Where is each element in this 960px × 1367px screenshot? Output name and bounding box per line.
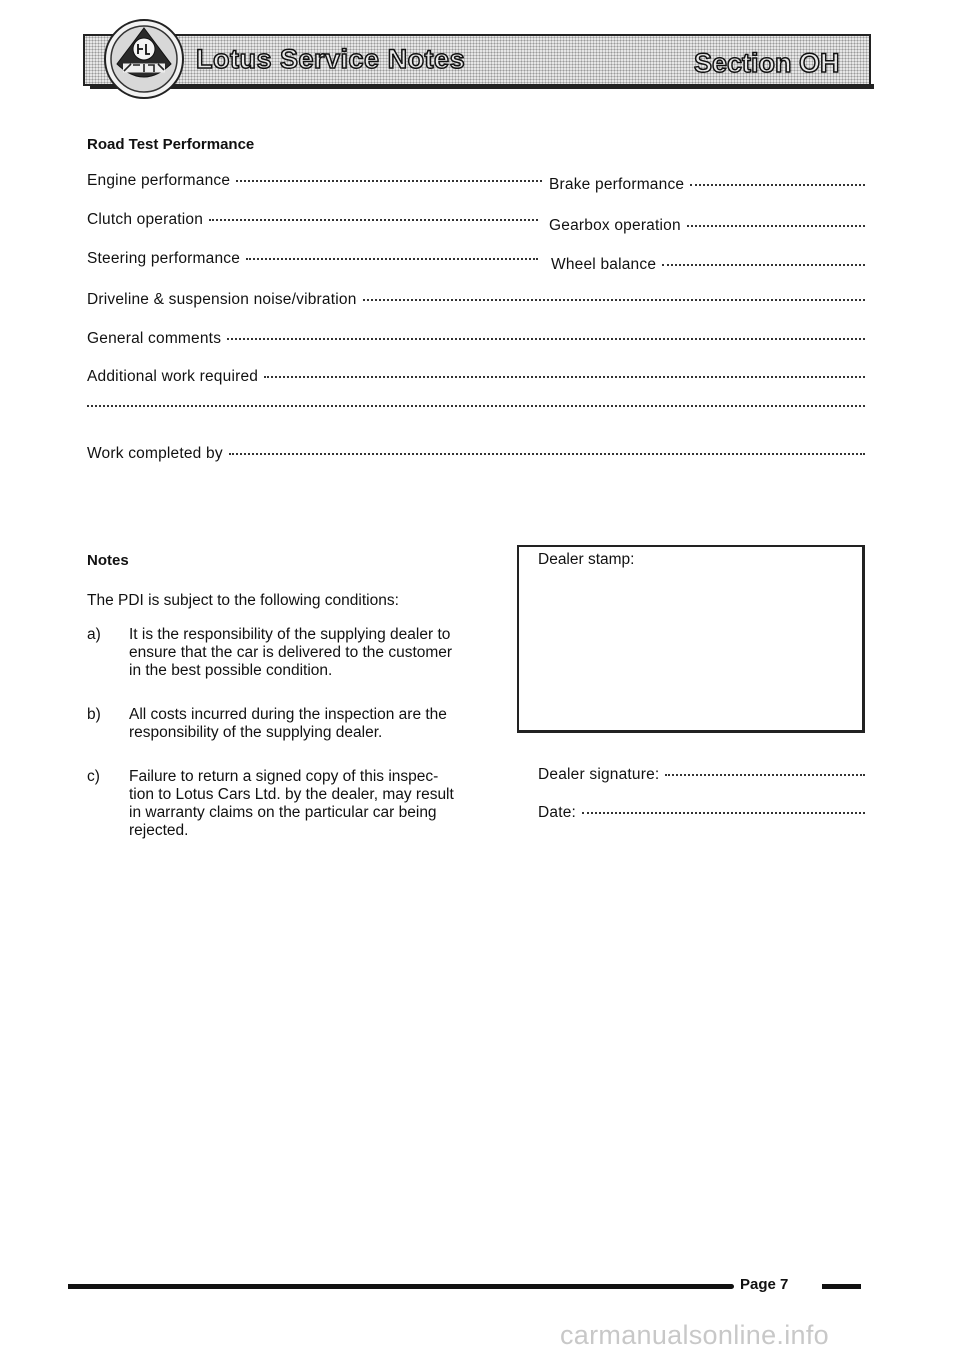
fill-line xyxy=(687,225,865,227)
condition-text: It is the responsibility of the supplying dealer to ensure that the car is delivered to the customer in the best possible condition. xyxy=(129,626,453,679)
footer-rule xyxy=(68,1284,734,1289)
header-section: Section OH xyxy=(694,48,840,78)
road-test-heading: Road Test Performance xyxy=(87,136,255,153)
field-label: Additional work required xyxy=(87,368,259,385)
field-label: Work completed by xyxy=(87,445,223,462)
fill-line xyxy=(690,184,865,186)
field-label: General comments xyxy=(87,330,222,347)
wheel-balance-field[interactable] xyxy=(551,256,865,274)
field-label: Engine performance xyxy=(87,172,231,189)
fill-line xyxy=(227,338,865,340)
dealer-stamp-label: Dealer stamp: xyxy=(538,551,635,568)
condition-text: All costs incurred during the inspection are the responsibility of the supplying dealer. xyxy=(129,706,447,741)
clutch-operation-field[interactable] xyxy=(87,211,538,229)
dealer-stamp-box[interactable] xyxy=(517,545,865,733)
condition-letter: a) xyxy=(87,626,101,643)
header-title: Lotus Service Notes xyxy=(196,44,466,74)
driveline-suspension-field[interactable] xyxy=(87,291,865,309)
engine-performance-field[interactable] xyxy=(87,172,542,190)
field-label: Dealer signature: xyxy=(538,766,660,783)
additional-work-field[interactable] xyxy=(87,368,865,386)
notes-intro: The PDI is subject to the following conditions: xyxy=(87,592,399,609)
fill-line xyxy=(209,219,538,221)
dealer-signature-field[interactable] xyxy=(538,766,865,784)
field-label: Steering performance xyxy=(87,250,241,267)
field-label: Driveline & suspension noise/vibration xyxy=(87,291,357,308)
footer-dash xyxy=(822,1284,861,1289)
brake-performance-field[interactable] xyxy=(549,176,865,194)
work-completed-by-field[interactable] xyxy=(87,445,865,463)
lotus-logo-icon xyxy=(103,18,185,100)
fill-line xyxy=(229,453,865,455)
page-number: Page 7 xyxy=(740,1276,789,1293)
general-comments-field[interactable] xyxy=(87,330,865,348)
field-label: Gearbox operation xyxy=(549,217,681,234)
condition-text: Failure to return a signed copy of this inspec-tion to Lotus Cars Ltd. by the dealer, may result in warranty claims on the particular car being rejected. xyxy=(129,768,454,839)
gearbox-operation-field[interactable] xyxy=(549,217,865,235)
fill-line xyxy=(264,376,865,378)
fill-line xyxy=(662,264,865,266)
additional-work-continuation-field[interactable] xyxy=(87,408,865,410)
condition-letter: c) xyxy=(87,768,100,785)
condition-letter: b) xyxy=(87,706,101,723)
fill-line xyxy=(363,299,865,301)
fill-line xyxy=(665,774,865,776)
fill-line xyxy=(87,405,865,407)
field-label: Clutch operation xyxy=(87,211,204,228)
fill-line xyxy=(236,180,542,182)
steering-performance-field[interactable] xyxy=(87,250,538,268)
field-label: Wheel balance xyxy=(551,256,657,273)
notes-heading: Notes xyxy=(87,552,129,569)
field-label: Date: xyxy=(538,804,577,821)
field-label: Brake performance xyxy=(549,176,685,193)
fill-line xyxy=(582,812,865,814)
watermark: carmanualsonline.info xyxy=(560,1320,829,1350)
date-field[interactable] xyxy=(538,804,865,822)
fill-line xyxy=(246,258,538,260)
